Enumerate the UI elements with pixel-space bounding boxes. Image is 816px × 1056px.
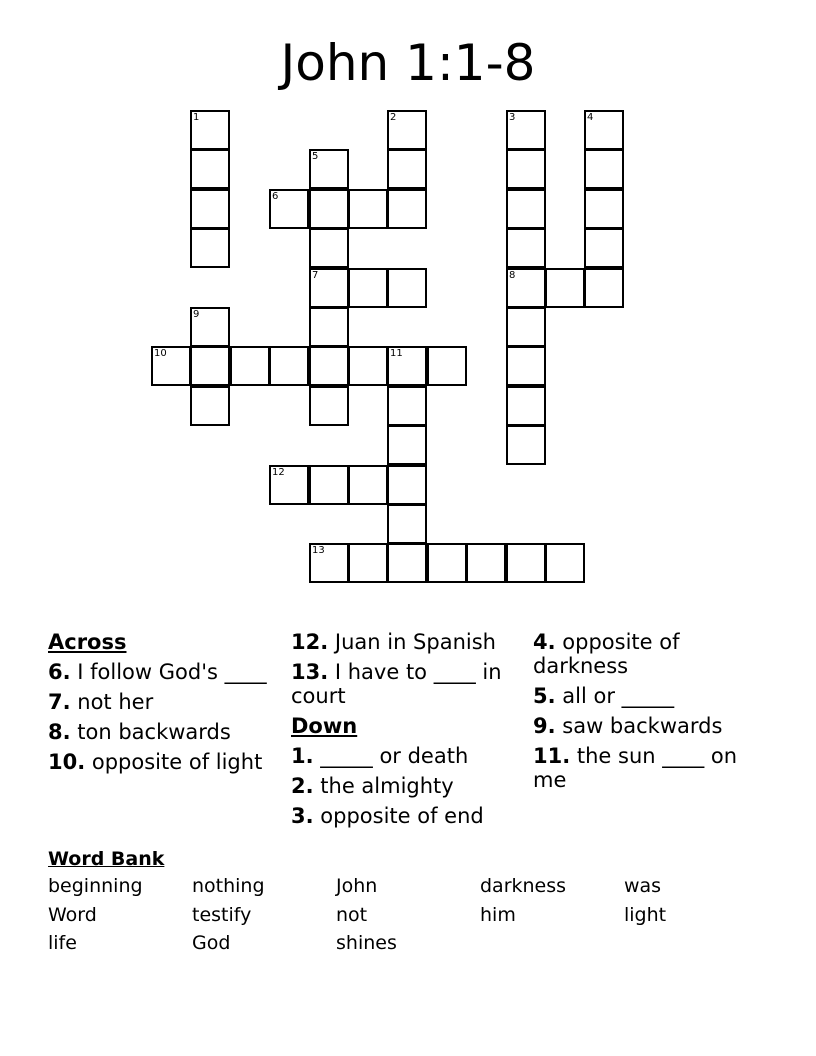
clue-across-8 (48, 720, 283, 744)
clue-across-6 (48, 660, 283, 684)
clue-number-label: 5 (312, 151, 319, 162)
grid-cell[interactable] (387, 189, 427, 229)
clue-number: 13. (291, 660, 329, 684)
grid-cell[interactable] (506, 110, 546, 150)
grid-cell[interactable] (190, 189, 230, 229)
grid-cell[interactable] (190, 386, 230, 426)
grid-cell[interactable] (190, 307, 230, 347)
grid-cell[interactable] (190, 110, 230, 150)
word-bank-item: nothing (192, 875, 265, 897)
grid-cell[interactable] (309, 149, 349, 189)
down-heading: Down (291, 714, 358, 738)
grid-cell[interactable] (427, 346, 467, 386)
grid-cell[interactable] (230, 346, 270, 386)
grid-cell[interactable] (545, 543, 585, 583)
grid-cell[interactable] (269, 465, 309, 505)
grid-cell[interactable] (269, 346, 309, 386)
grid-cell[interactable] (309, 543, 349, 583)
word-bank-item: testify (192, 904, 252, 926)
clue-down-9 (533, 714, 773, 738)
grid-cell[interactable] (309, 386, 349, 426)
word-bank-item: beginning (48, 875, 143, 897)
clue-text: ton backwards (70, 720, 231, 744)
grid-cell[interactable] (584, 110, 624, 150)
grid-cell[interactable] (387, 504, 427, 544)
grid-cell[interactable] (309, 189, 349, 229)
grid-cell[interactable] (466, 543, 506, 583)
grid-cell[interactable] (506, 386, 546, 426)
grid-cell[interactable] (545, 268, 585, 308)
grid-cell[interactable] (348, 465, 388, 505)
word-bank-item: light (624, 904, 667, 926)
grid-cell[interactable] (309, 465, 349, 505)
word-bank-item: was (624, 875, 662, 897)
grid-cell[interactable] (506, 149, 546, 189)
clue-number-label: 12 (272, 467, 285, 478)
clue-text: not her (70, 690, 154, 714)
grid-cell[interactable] (387, 346, 427, 386)
grid-cell[interactable] (506, 228, 546, 268)
clue-text: Juan in Spanish (328, 630, 496, 654)
grid-cell[interactable] (190, 149, 230, 189)
grid-cell[interactable] (387, 149, 427, 189)
word-bank-item: darkness (480, 875, 567, 897)
grid-cell[interactable] (309, 307, 349, 347)
clue-number: 2. (291, 774, 314, 798)
grid-cell[interactable] (584, 268, 624, 308)
grid-cell[interactable] (387, 268, 427, 308)
grid-cell[interactable] (584, 228, 624, 268)
grid-cell[interactable] (506, 425, 546, 465)
word-bank-item: not (336, 904, 368, 926)
clue-number: 4. (533, 630, 556, 654)
word-bank-item: life (48, 932, 77, 954)
clue-number-label: 7 (312, 270, 319, 281)
grid-cell[interactable] (427, 543, 467, 583)
grid-cell[interactable] (506, 346, 546, 386)
clue-number: 1. (291, 744, 314, 768)
clue-down-4 (533, 630, 773, 678)
clue-text: all or _____ (555, 684, 675, 708)
clue-number: 5. (533, 684, 556, 708)
grid-cell[interactable] (584, 189, 624, 229)
clue-number-label: 1 (193, 112, 200, 123)
clue-column-3 (533, 630, 773, 798)
clue-number-label: 11 (390, 348, 403, 359)
grid-cell[interactable] (348, 268, 388, 308)
grid-cell[interactable] (309, 228, 349, 268)
clue-column-2 (291, 630, 526, 834)
grid-cell[interactable] (348, 346, 388, 386)
grid-cell[interactable] (584, 149, 624, 189)
clue-text: I follow God's ____ (70, 660, 267, 684)
clue-number: 9. (533, 714, 556, 738)
grid-cell[interactable] (506, 543, 546, 583)
word-bank-item: shines (336, 932, 397, 954)
clue-number-label: 10 (154, 348, 167, 359)
clue-number: 8. (48, 720, 71, 744)
clue-across-13 (291, 660, 526, 708)
clue-list-across-1 (48, 660, 283, 774)
clue-text: _____ or death (313, 744, 469, 768)
word-bank-item: John (336, 875, 378, 897)
grid-cell[interactable] (387, 386, 427, 426)
clue-number-label: 4 (587, 112, 594, 123)
clue-column-1 (48, 630, 283, 780)
clue-across-12 (291, 630, 526, 654)
word-bank-item: Word (48, 904, 97, 926)
grid-cell[interactable] (506, 268, 546, 308)
clue-down-2 (291, 774, 526, 798)
clue-number: 11. (533, 744, 571, 768)
clue-number-label: 3 (509, 112, 516, 123)
clue-text: I have to ____ in court (291, 660, 502, 708)
grid-cell[interactable] (506, 189, 546, 229)
clue-number-label: 2 (390, 112, 397, 123)
clue-down-11 (533, 744, 773, 792)
clue-down-1 (291, 744, 526, 768)
word-bank-item: God (192, 932, 231, 954)
clue-down-5 (533, 684, 773, 708)
grid-cell[interactable] (309, 346, 349, 386)
word-bank-item: him (480, 904, 516, 926)
across-heading: Across (48, 630, 127, 654)
grid-cell[interactable] (348, 189, 388, 229)
clue-number-label: 9 (193, 309, 200, 320)
clue-number-label: 8 (509, 270, 516, 281)
clue-number: 6. (48, 660, 71, 684)
grid-cell[interactable] (190, 228, 230, 268)
grid-cell[interactable] (269, 189, 309, 229)
clue-text: opposite of darkness (533, 630, 680, 678)
clue-number: 10. (48, 750, 86, 774)
clue-text: the almighty (313, 774, 454, 798)
clue-text: saw backwards (555, 714, 723, 738)
clue-text: opposite of light (85, 750, 263, 774)
grid-cell[interactable] (387, 465, 427, 505)
word-bank-title: Word Bank (48, 848, 165, 870)
clue-across-10 (48, 750, 283, 774)
clue-number-label: 6 (272, 191, 279, 202)
grid-cell[interactable] (151, 346, 191, 386)
grid-cell[interactable] (309, 268, 349, 308)
grid-cell[interactable] (190, 346, 230, 386)
grid-cell[interactable] (387, 425, 427, 465)
clue-text: opposite of end (313, 804, 484, 828)
clue-number: 3. (291, 804, 314, 828)
clue-number: 7. (48, 690, 71, 714)
clue-text: the sun ____ on me (533, 744, 738, 792)
grid-cell[interactable] (348, 543, 388, 583)
grid-cell[interactable] (387, 543, 427, 583)
clue-number: 12. (291, 630, 329, 654)
page-title: John 1:1-8 (280, 34, 536, 92)
clue-across-7 (48, 690, 283, 714)
clue-down-3 (291, 804, 526, 828)
grid-cell[interactable] (506, 307, 546, 347)
clue-number-label: 13 (312, 545, 325, 556)
grid-cell[interactable] (387, 110, 427, 150)
